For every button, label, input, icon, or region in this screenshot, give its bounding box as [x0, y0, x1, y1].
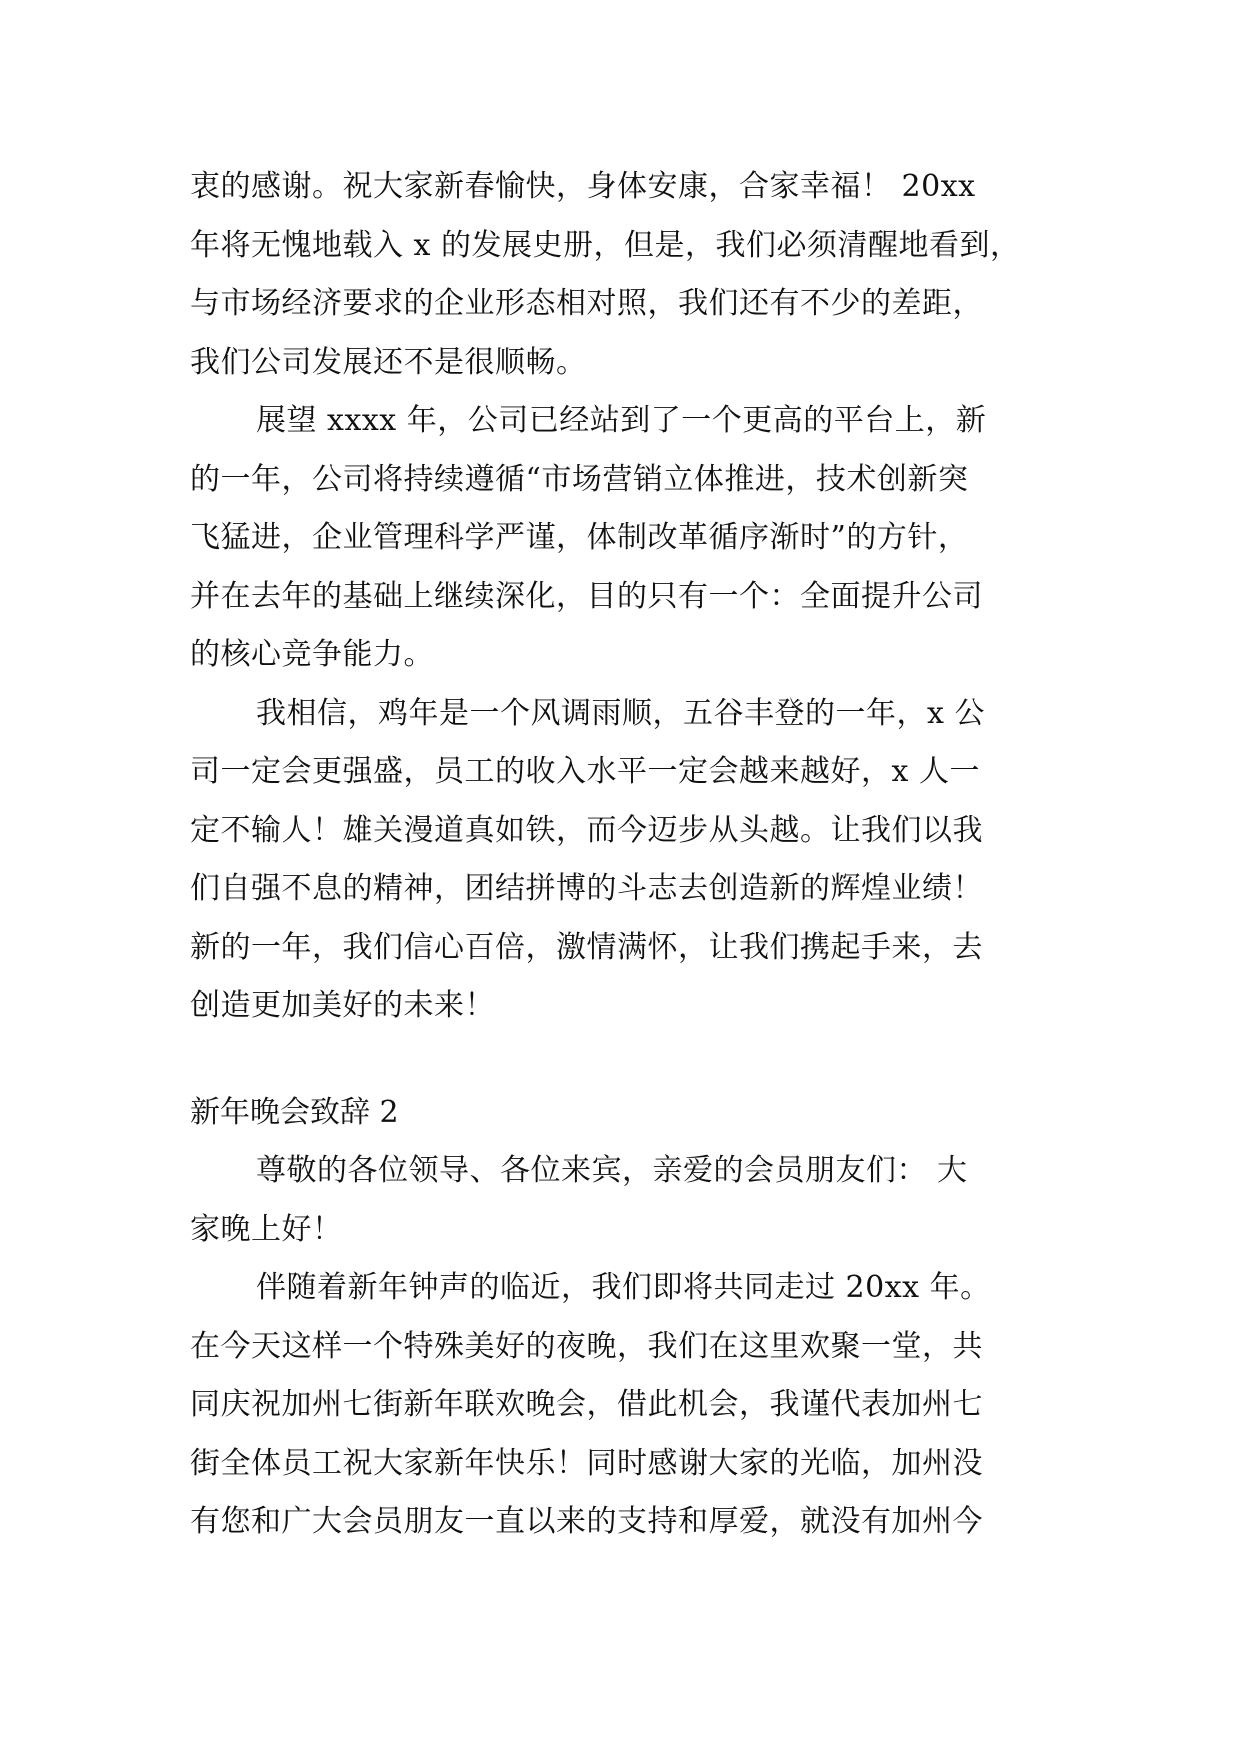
paragraph	[190, 1259, 1052, 1552]
text-line: 我们公司发展还不是很顺畅。	[190, 344, 587, 380]
paragraph	[190, 685, 1052, 1036]
document-page	[190, 158, 1052, 1552]
section-heading: 新年晚会致辞 2	[190, 1094, 399, 1130]
text-line: 同庆祝加州七街新年联欢晚会，借此机会，我谨代表加州七	[190, 1387, 983, 1422]
text-line: 在今天这样一个特殊美好的夜晚，我们在这里欢聚一堂，共	[190, 1328, 983, 1364]
text-line: 我相信，鸡年是一个风调雨顺，五谷丰登的一年，x 公	[256, 695, 985, 731]
paragraph	[190, 158, 1052, 392]
text-line: 新的一年，我们信心百倍，激情满怀，让我们携起手来，去	[190, 929, 983, 965]
text-line: 创造更加美好的未来！	[190, 988, 495, 1023]
text-line: 衷的感谢。祝大家新春愉快，身体安康，合家幸福！ 20xx	[190, 169, 976, 204]
text-line: 定不输人！雄关漫道真如铁，而今迈步从头越。让我们以我	[190, 812, 983, 848]
paragraph	[190, 392, 1052, 685]
text-line: 街全体员工祝大家新年快乐！同时感谢大家的光临，加州没	[190, 1445, 983, 1481]
text-line: 伴随着新年钟声的临近，我们即将共同走过 20xx 年。	[256, 1270, 991, 1305]
paragraph	[190, 1142, 1052, 1259]
text-line: 家晚上好！	[190, 1211, 343, 1247]
text-line: 尊敬的各位领导、各位来宾，亲爱的会员朋友们： 大	[256, 1153, 968, 1188]
text-line: 展望 xxxx 年，公司已经站到了一个更高的平台上，新	[256, 403, 987, 438]
text-line: 们自强不息的精神，团结拼博的斗志去创造新的辉煌业绩！	[190, 871, 983, 906]
text-line: 有您和广大会员朋友一直以来的支持和厚爱，就没有加州今	[190, 1504, 983, 1539]
text-line: 的一年，公司将持续遵循“市场营销立体推进，技术创新突	[190, 461, 969, 497]
text-line: 飞猛进，企业管理科学严谨，体制改革循序渐时”的方针，	[190, 520, 969, 555]
text-line: 的核心竞争能力。	[190, 637, 434, 672]
section-gap	[190, 1036, 1052, 1084]
text-line: 司一定会更强盛，员工的收入水平一定会越来越好，x 人一	[190, 754, 980, 789]
text-line: 与市场经济要求的企业形态相对照，我们还有不少的差距，	[190, 286, 983, 321]
text-line: 年将无愧地载入 x 的发展史册，但是，我们必须清醒地看到，	[190, 227, 1021, 263]
text-line: 并在去年的基础上继续深化，目的只有一个：全面提升公司	[190, 578, 983, 614]
